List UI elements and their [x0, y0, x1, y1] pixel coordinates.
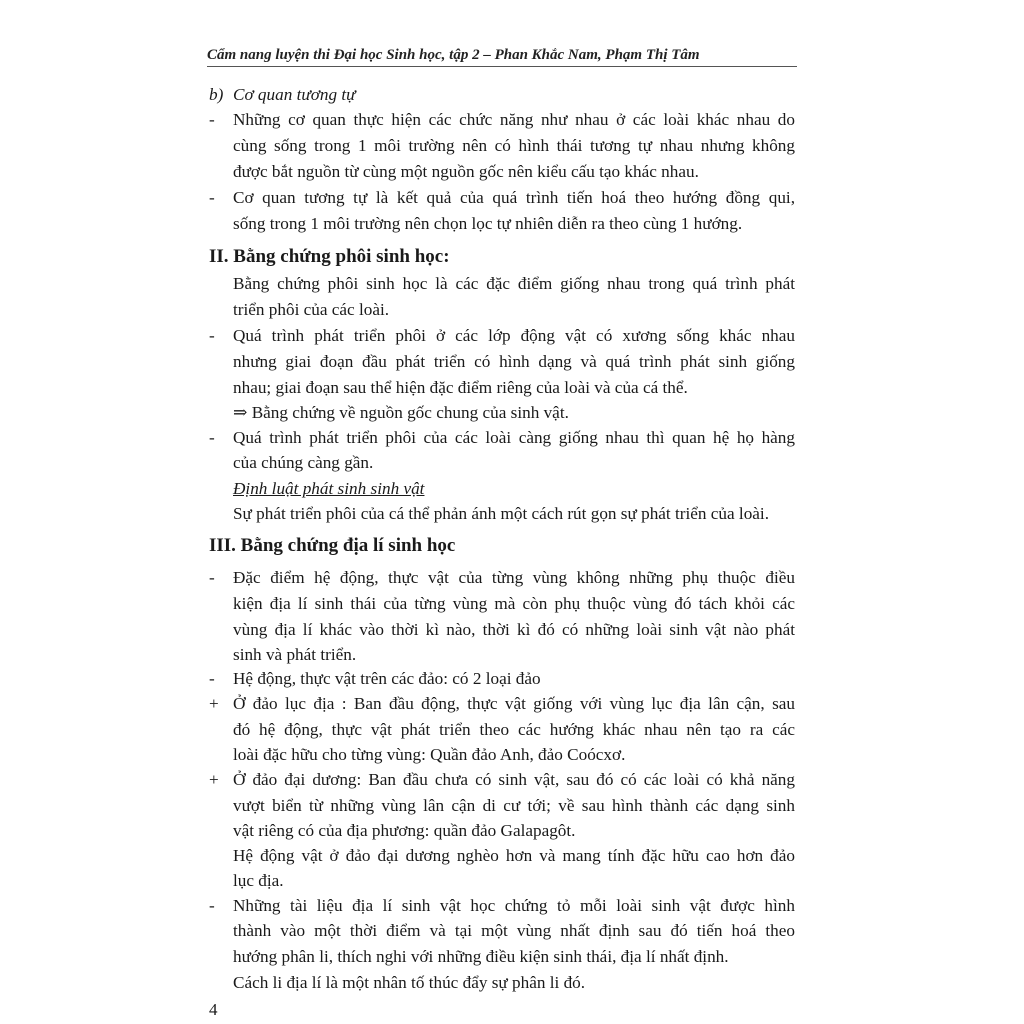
text-line: hướng phân li, thích nghi với những điều kiện sinh thái, địa lí nhất định. — [233, 947, 729, 966]
text-line: III. Bằng chứng địa lí sinh học — [209, 535, 456, 556]
list-marker: - — [209, 110, 215, 129]
text-line: Những tài liệu địa lí sinh vật học chứng tỏ mỗi loài sinh vật được hình — [233, 896, 795, 915]
text-line: Hệ động vật ở đảo đại dương nghèo hơn và mang tính đặc hữu cao hơn đảo — [233, 846, 795, 865]
text-line: vùng địa lí khác vào thời kì nào, thời kì đó có những loài sinh vật nào phát — [233, 620, 795, 639]
list-marker: - — [209, 669, 215, 688]
list-marker: b) — [209, 85, 224, 104]
running-header: Cẩm nang luyện thi Đại học Sinh học, tập 2 – Phan Khắc Nam, Phạm Thị Tâm — [207, 47, 700, 63]
text-line: Hệ động, thực vật trên các đảo: có 2 loại đảo — [233, 669, 541, 688]
text-line: sống trong 1 môi trường nên chọn lọc tự nhiên diễn ra theo cùng 1 hướng. — [233, 214, 743, 233]
text-line: Quá trình phát triển phôi ở các lớp động vật có xương sống khác nhau — [233, 326, 795, 345]
text-line: Ở đảo đại dương: Ban đầu chưa có sinh vật, sau đó có các loài có khả năng — [233, 770, 795, 789]
text-line: triển phôi của các loài. — [233, 300, 390, 319]
text-line: Những cơ quan thực hiện các chức năng như nhau ở các loài khác nhau do — [233, 110, 795, 129]
text-line: Bằng chứng phôi sinh học là các đặc điểm giống nhau trong quá trình phát — [233, 274, 795, 293]
list-marker: + — [209, 770, 219, 789]
text-line: II. Bằng chứng phôi sinh học: — [209, 246, 450, 267]
text-line: Định luật phát sinh sinh vật — [233, 479, 425, 498]
text-line: Sự phát triển phôi của cá thể phản ánh một cách rút gọn sự phát triển của loài. — [233, 504, 770, 523]
text-line: nhau; giai đoạn sau thể hiện đặc điểm riêng của loài và của cá thể. — [233, 378, 688, 397]
text-line: thành vào một thời điểm và tại một vùng nhất định sau đó tiến hoá theo — [233, 921, 795, 940]
text-line: Ở đảo lục địa : Ban đầu động, thực vật giống với vùng lục địa lân cận, sau — [233, 694, 795, 713]
text-line: ⇒ Bằng chứng về nguồn gốc chung của sinh vật. — [233, 403, 569, 422]
list-marker: - — [209, 428, 215, 447]
list-marker: - — [209, 568, 215, 587]
list-marker: - — [209, 896, 215, 915]
header-rule — [207, 66, 797, 67]
text-line: được bắt nguồn từ cùng một nguồn gốc nên kiểu cấu tạo khác nhau. — [233, 162, 699, 181]
text-line: lục địa. — [233, 871, 284, 890]
text-line: kiện địa lí sinh thái của từng vùng mà còn phụ thuộc vùng đó tách khỏi các — [233, 594, 795, 613]
page-number: 4 — [209, 1000, 218, 1019]
text-line: loài đặc hữu cho từng vùng: Quần đảo Anh, đảo Coócxơ. — [233, 745, 626, 764]
text-line: Đặc điểm hệ động, thực vật của từng vùng không những phụ thuộc điều — [233, 568, 795, 587]
list-marker: - — [209, 188, 215, 207]
list-marker: + — [209, 694, 219, 713]
text-line: Cơ quan tương tự — [233, 85, 356, 104]
text-line: vượt biển từ những vùng lân cận di cư tới; về sau hình thành các dạng sinh — [233, 796, 795, 815]
text-line: Quá trình phát triển phôi của các loài càng giống nhau thì quan hệ họ hàng — [233, 428, 795, 447]
text-line: vật riêng có của địa phương: quần đảo Galapagôt. — [233, 821, 576, 840]
text-line: của chúng càng gần. — [233, 453, 374, 472]
text-line: cùng sống trong 1 môi trường nên có hình thái tương tự nhau nhưng không — [233, 136, 795, 155]
list-marker: - — [209, 326, 215, 345]
text-line: Cơ quan tương tự là kết quả của quá trình tiến hoá theo hướng đồng qui, — [233, 188, 795, 207]
text-line: đó hệ động, thực vật phát triển theo các hướng khác nhau nên tạo ra các — [233, 720, 795, 739]
text-line: sinh và phát triển. — [233, 645, 357, 664]
text-line: nhưng giai đoạn đầu phát triển có hình dạng và quá trình phát sinh giống — [233, 352, 795, 371]
text-line: Cách li địa lí là một nhân tố thúc đẩy sự phân li đó. — [233, 973, 586, 992]
